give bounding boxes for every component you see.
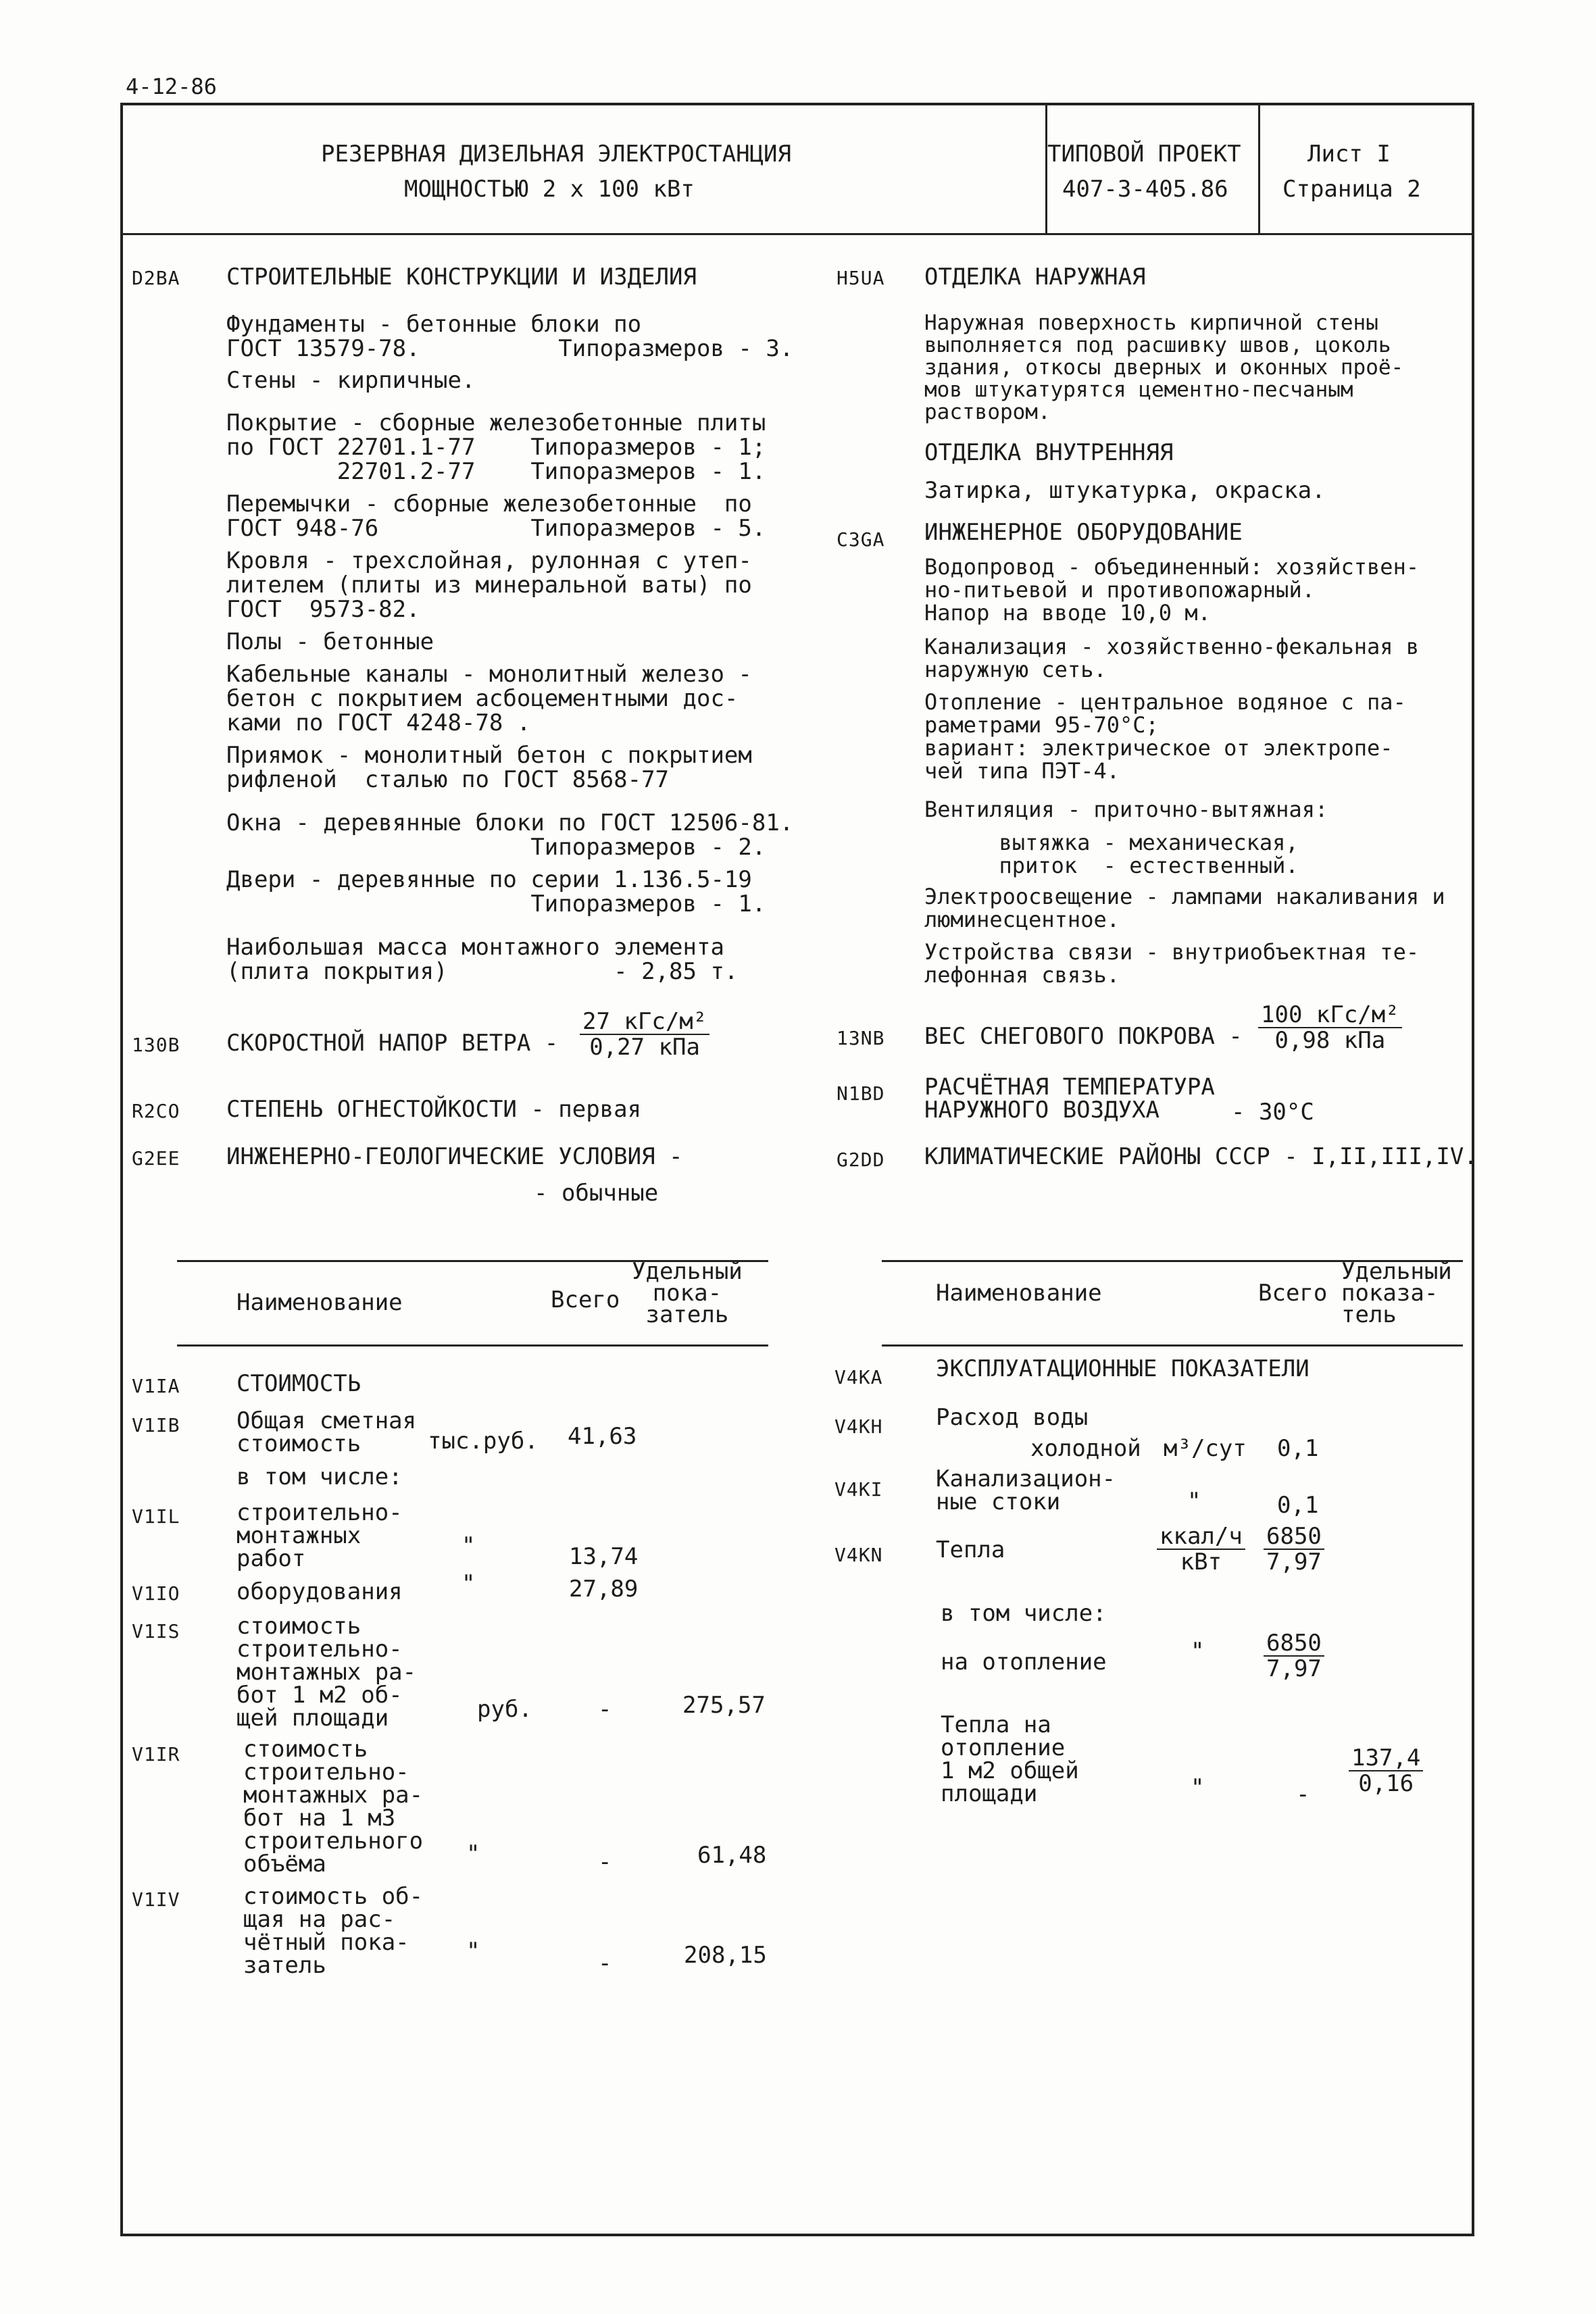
cost-row-total-estimate-unit: тыс.руб. xyxy=(428,1428,539,1455)
wind-numerator: 27 кГс/м² xyxy=(580,1009,709,1035)
cost-row-calc-indicator-total: - xyxy=(598,1950,612,1977)
code-v1io: V1IO xyxy=(132,1582,180,1605)
ops-water-unit: м³/сут xyxy=(1164,1435,1247,1462)
code-v4kn: V4KN xyxy=(834,1544,883,1566)
ventilation-detail: вытяжка - механическая, приток - естественный. xyxy=(999,830,1299,878)
design-temp-value: - 30°С xyxy=(1231,1099,1314,1126)
cost-row-construction: строительно- монтажных работ xyxy=(236,1499,403,1572)
snow-load-value xyxy=(1258,1003,1402,1053)
code-v1il: V1IL xyxy=(132,1505,180,1528)
ops-section-title: ЭКСПЛУАТАЦИОННЫЕ ПОКАЗАТЕЛИ xyxy=(936,1355,1310,1382)
header-divider xyxy=(120,233,1474,235)
code-v4kh: V4KH xyxy=(834,1415,883,1438)
cost-row-per-area-value: 275,57 xyxy=(682,1692,766,1719)
doors-text: Двери - деревянные по серии 1.136.5-19 Типоразмеров - 1. xyxy=(226,866,766,917)
code-130b: 130B xyxy=(132,1034,180,1056)
cost-row-calc-indicator: стоимость об- щая на рас- чётный пока- затель xyxy=(243,1883,424,1979)
windows-text: Окна - деревянные блоки по ГОСТ 12506-81. Типоразмеров - 2. xyxy=(226,809,794,861)
cost-row-total-estimate: Общая сметная стоимость xyxy=(236,1407,417,1457)
cost-col-total: Всего xyxy=(551,1286,620,1313)
cost-col-specific: Удельный пока- затель xyxy=(632,1258,743,1328)
header-col-divider-1 xyxy=(1045,103,1047,234)
code-v1ir: V1IR xyxy=(132,1743,180,1765)
code-v4ka: V4KA xyxy=(834,1366,883,1388)
sheet-number: Лист I xyxy=(1307,141,1391,168)
cost-col-name: Наименование xyxy=(236,1289,403,1316)
section-title-exterior: ОТДЕЛКА НАРУЖНАЯ xyxy=(924,263,1146,291)
interior-finish-text: Затирка, штукатурка, окраска. xyxy=(924,477,1326,504)
cost-table-header-rule xyxy=(177,1344,768,1347)
ventilation-text: Вентиляция - приточно-вытяжная: xyxy=(924,797,1328,822)
ops-heat-area-den: 0,16 xyxy=(1358,1770,1414,1797)
design-temp-label: РАСЧЁТНАЯ ТЕМПЕРАТУРА НАРУЖНОГО ВОЗДУХА xyxy=(924,1074,1215,1124)
code-13nb: 13NB xyxy=(837,1027,885,1049)
cost-row-calc-indicator-unit: " xyxy=(466,1938,480,1965)
project-label: ТИПОВОЙ ПРОЕКТ xyxy=(1047,141,1241,168)
ops-heating-unit: " xyxy=(1191,1638,1205,1665)
doc-number: 4-12-86 xyxy=(126,74,217,99)
code-g2dd: G2DD xyxy=(837,1149,885,1171)
roofing-text: Кровля - трехслойная, рулонная с утеп- лителем (плиты из минеральной ваты) по ГОСТ 9573-82. xyxy=(226,547,752,623)
ops-table-header-rule xyxy=(882,1344,1463,1347)
foundations-text: Фундаменты - бетонные блоки по ГОСТ 13579-78. Типоразмеров - 3. xyxy=(226,311,794,362)
cost-row-per-volume-unit: " xyxy=(466,1840,480,1867)
lintels-text: Перемычки - сборные железобетонные по ГОСТ 948-76 Типоразмеров - 5. xyxy=(226,491,766,542)
communications-text: Устройства связи - внутриобъектная те- лефонная связь. xyxy=(924,939,1420,988)
cost-row-equipment-value: 27,89 xyxy=(569,1576,639,1603)
cost-row-per-area: стоимость строительно- монтажных ра- бот 1 м2 об- щей площади xyxy=(236,1613,417,1732)
heating-text: Отопление - центральное водяное с па- раметрами 95-70°С; вариант: электрическое от электропе- чей типа ПЭТ-4. xyxy=(924,689,1406,784)
floors-text: Полы - бетонные xyxy=(226,628,434,655)
fire-resistance-text: СТЕПЕНЬ ОГНЕСТОЙКОСТИ - первая xyxy=(226,1096,642,1123)
ops-sewer-label: Канализацион- ные стоки xyxy=(936,1465,1116,1515)
code-g2ee: G2EE xyxy=(132,1147,180,1169)
cost-row-total-estimate-value: 41,63 xyxy=(568,1423,637,1450)
snow-numerator: 100 кГс/м² xyxy=(1258,1003,1402,1028)
cost-row-per-volume: стоимость строительно- монтажных ра- бот на 1 м3 строительного объёма xyxy=(243,1736,424,1878)
geo-conditions-label: ИНЖЕНЕРНО-ГЕОЛОГИЧЕСКИЕ УСЛОВИЯ - xyxy=(226,1143,683,1170)
walls-text: Стены - кирпичные. xyxy=(226,367,476,394)
ops-heat-label: Тепла xyxy=(936,1536,1005,1563)
ops-heat-total-den: 7,97 xyxy=(1266,1549,1322,1576)
max-mass-text: Наибольшая масса монтажного элемента (плита покрытия) - 2,85 т. xyxy=(226,934,739,985)
ops-heat-area-label: Тепла на отопление 1 м2 общей площади xyxy=(941,1711,1079,1807)
section-title-interior: ОТДЕЛКА ВНУТРЕННЯЯ xyxy=(924,439,1174,466)
wind-label: СКОРОСТНОЙ НАПОР ВЕТРА - xyxy=(226,1030,559,1057)
ops-col-total: Всего xyxy=(1258,1280,1328,1307)
ops-heat-total xyxy=(1264,1524,1324,1574)
ops-heat-unit-den: кВт xyxy=(1180,1549,1222,1576)
ops-sewer-total: 0,1 xyxy=(1277,1492,1319,1519)
ops-water-total: 0,1 xyxy=(1277,1435,1319,1462)
project-number: 407-3-405.86 xyxy=(1062,176,1228,203)
ops-heat-unit-num: ккал/ч xyxy=(1157,1524,1245,1550)
ops-heating-label: на отопление xyxy=(941,1649,1107,1676)
roof-slabs-text: Покрытие - сборные железобетонные плиты по ГОСТ 22701.1-77 Типоразмеров - 1; 22701.2-77 Типоразмеров - 1. xyxy=(226,409,766,485)
ops-heat-unit xyxy=(1157,1524,1245,1574)
ops-col-specific: Удельный показа- тель xyxy=(1341,1258,1452,1328)
ops-heating-value xyxy=(1264,1631,1324,1681)
code-n1bd: N1BD xyxy=(837,1082,885,1105)
cost-row-per-area-unit: руб. xyxy=(477,1696,532,1723)
geo-conditions-value: - обычные xyxy=(534,1180,659,1207)
section-title-structures: СТРОИТЕЛЬНЫЕ КОНСТРУКЦИИ И ИЗДЕЛИЯ xyxy=(226,263,697,291)
cable-channels-text: Кабельные каналы - монолитный железо - бетон с покрытием асбоцементными дос- ками по ГОСТ 4248-78 . xyxy=(226,661,752,736)
ops-heat-area-total: - xyxy=(1296,1781,1310,1808)
cost-row-per-volume-value: 61,48 xyxy=(697,1842,767,1869)
wind-value xyxy=(580,1009,709,1059)
ops-col-name: Наименование xyxy=(936,1280,1102,1307)
ops-heat-total-num: 6850 xyxy=(1264,1524,1324,1550)
code-h5ua: H5UA xyxy=(837,267,885,289)
ops-heat-area-num: 137,4 xyxy=(1349,1746,1423,1771)
code-v4ki: V4KI xyxy=(834,1478,883,1501)
header-title-line2: МОЩНОСТЬЮ 2 x 100 кВт xyxy=(404,176,695,203)
cost-row-equipment-unit: " xyxy=(462,1570,476,1597)
lighting-text: Электроосвещение - лампами накаливания и люминесцентное. xyxy=(924,884,1445,932)
header-title-line1: РЕЗЕРВНАЯ ДИЗЕЛЬНАЯ ЭЛЕКТРОСТАНЦИЯ xyxy=(321,141,791,168)
header-col-divider-2 xyxy=(1258,103,1260,234)
ops-sewer-unit: " xyxy=(1187,1488,1201,1515)
exterior-finish-text: Наружная поверхность кирпичной стены выполняется под расшивку швов, цоколь здания, откосы дверных и оконных проё- мов штукатурятся цементно-песчаным раствором. xyxy=(924,311,1404,424)
ops-heat-area-value xyxy=(1349,1746,1423,1796)
ops-heating-num: 6850 xyxy=(1264,1631,1324,1657)
cost-row-title: СТОИМОСТЬ xyxy=(236,1370,361,1397)
section-title-equipment: ИНЖЕНЕРНОЕ ОБОРУДОВАНИЕ xyxy=(924,519,1243,546)
cost-row-per-area-total: - xyxy=(598,1696,612,1723)
code-c3ga: C3GA xyxy=(837,528,885,551)
wind-denominator: 0,27 кПа xyxy=(589,1034,700,1061)
ops-water-sublabel: холодной xyxy=(1030,1435,1141,1462)
cost-row-per-volume-total: - xyxy=(598,1848,612,1876)
snow-denominator: 0,98 кПа xyxy=(1274,1027,1386,1054)
ops-heat-area-unit: " xyxy=(1191,1774,1205,1801)
code-v1ib: V1IB xyxy=(132,1414,180,1436)
pit-text: Приямок - монолитный бетон с покрытием рифленой сталью по ГОСТ 8568-77 xyxy=(226,742,752,793)
snow-load-label: ВЕС СНЕГОВОГО ПОКРОВА - xyxy=(924,1023,1243,1050)
code-v1iv: V1IV xyxy=(132,1888,180,1911)
ops-water-label: Расход воды xyxy=(936,1404,1089,1431)
code-v1is: V1IS xyxy=(132,1620,180,1642)
climate-regions-text: КЛИМАТИЧЕСКИЕ РАЙОНЫ СССР - I,II,III,IV. xyxy=(924,1143,1478,1170)
cost-row-construction-unit: " xyxy=(462,1532,476,1559)
code-d2ba: D2BA xyxy=(132,267,180,289)
code-r2co: R2CO xyxy=(132,1100,180,1122)
page-number: Страница 2 xyxy=(1282,176,1421,203)
cost-row-including: в том числе: xyxy=(236,1463,403,1490)
ops-heating-den: 7,97 xyxy=(1266,1655,1322,1682)
ops-including: в том числе: xyxy=(941,1600,1107,1627)
cost-row-construction-value: 13,74 xyxy=(569,1543,639,1570)
sewerage-text: Канализация - хозяйственно-фекальная в наружную сеть. xyxy=(924,634,1420,682)
water-supply-text: Водопровод - объединенный: хозяйствен- но-питьевой и противопожарный. Напор на вводе 10,0 м. xyxy=(924,554,1420,626)
cost-row-calc-indicator-value: 208,15 xyxy=(684,1942,767,1969)
cost-row-equipment: оборудования xyxy=(236,1578,403,1605)
code-v1ia: V1IA xyxy=(132,1375,180,1397)
